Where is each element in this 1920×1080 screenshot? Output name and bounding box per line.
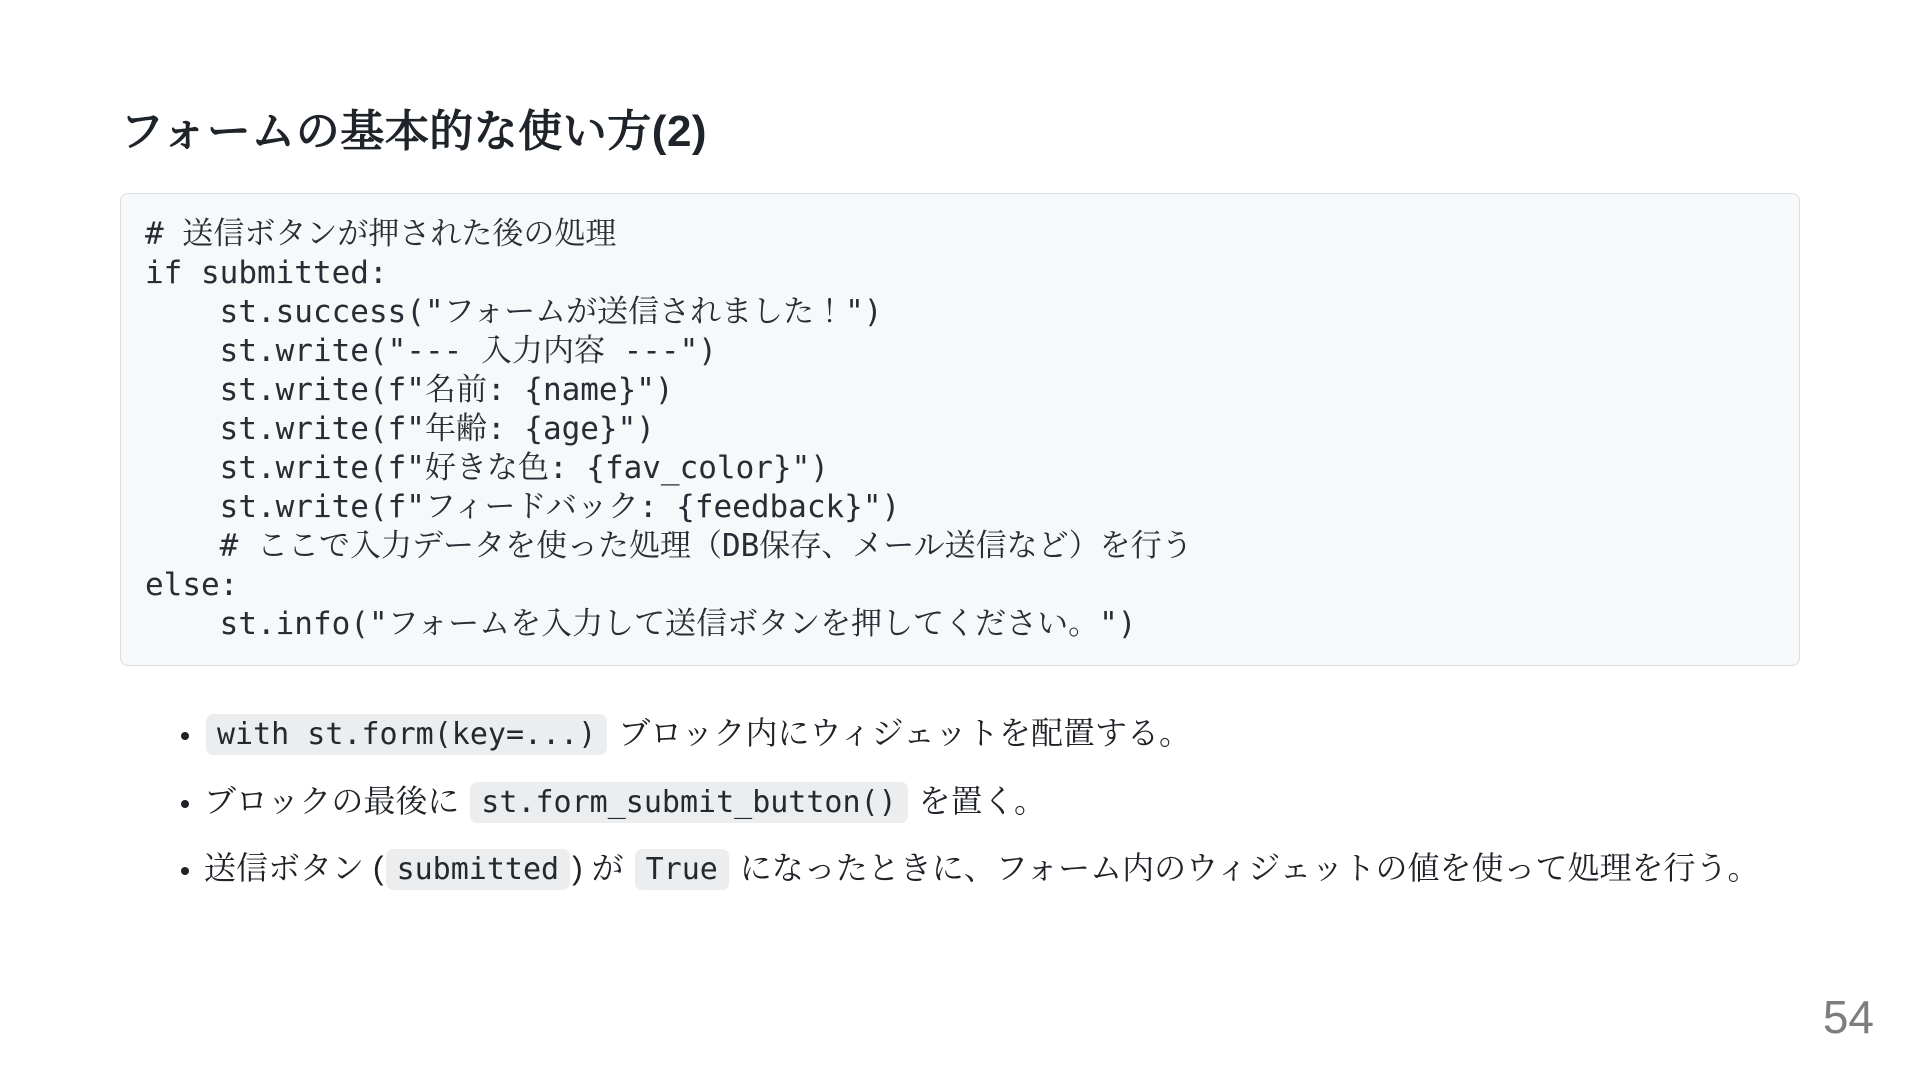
- code-line: if submitted:: [145, 254, 388, 291]
- inline-code: submitted: [386, 849, 571, 890]
- inline-code: True: [635, 849, 729, 890]
- bullet-text: になったときに、フォーム内のウィジェットの値を使って処理を行う。: [730, 850, 1760, 887]
- inline-code: with st.form(key=...): [206, 714, 607, 755]
- code-line: st.success("フォームが送信されました！"): [145, 293, 883, 330]
- slide-title: フォームの基本的な使い方(2): [120, 107, 708, 156]
- bullet-item: [204, 776, 1800, 828]
- code-block: [120, 193, 1800, 666]
- code-content: [145, 215, 1775, 644]
- bullet-text: ブロック内にウィジェットを配置する。: [609, 714, 1191, 751]
- inline-code: st.form_submit_button(): [470, 782, 907, 823]
- code-line: # ここで入力データを使った処理（DB保存、メール送信など）を行う: [145, 527, 1193, 564]
- code-line: st.write(f"年齢: {age}"): [145, 410, 655, 447]
- code-line: st.info("フォームを入力して送信ボタンを押してください。"): [145, 605, 1137, 642]
- bullet-text: 送信ボタン (: [204, 850, 384, 887]
- code-line: st.write("--- 入力内容 ---"): [145, 332, 717, 369]
- bullet-text: ) が: [572, 850, 633, 887]
- bullet-list: [120, 708, 1800, 895]
- code-line: # 送信ボタンが押された後の処理: [145, 215, 617, 252]
- bullet-text: を置く。: [909, 782, 1046, 819]
- bullet-item: [204, 708, 1800, 760]
- code-line: st.write(f"名前: {name}"): [145, 371, 674, 408]
- bullet-text: ブロックの最後に: [204, 782, 469, 819]
- code-line: st.write(f"好きな色: {fav_color}"): [145, 449, 829, 486]
- code-line: st.write(f"フィードバック: {feedback}"): [145, 488, 901, 525]
- code-line: else:: [145, 566, 239, 603]
- page-number: 54: [1822, 991, 1874, 1043]
- bullet-item: [204, 843, 1800, 895]
